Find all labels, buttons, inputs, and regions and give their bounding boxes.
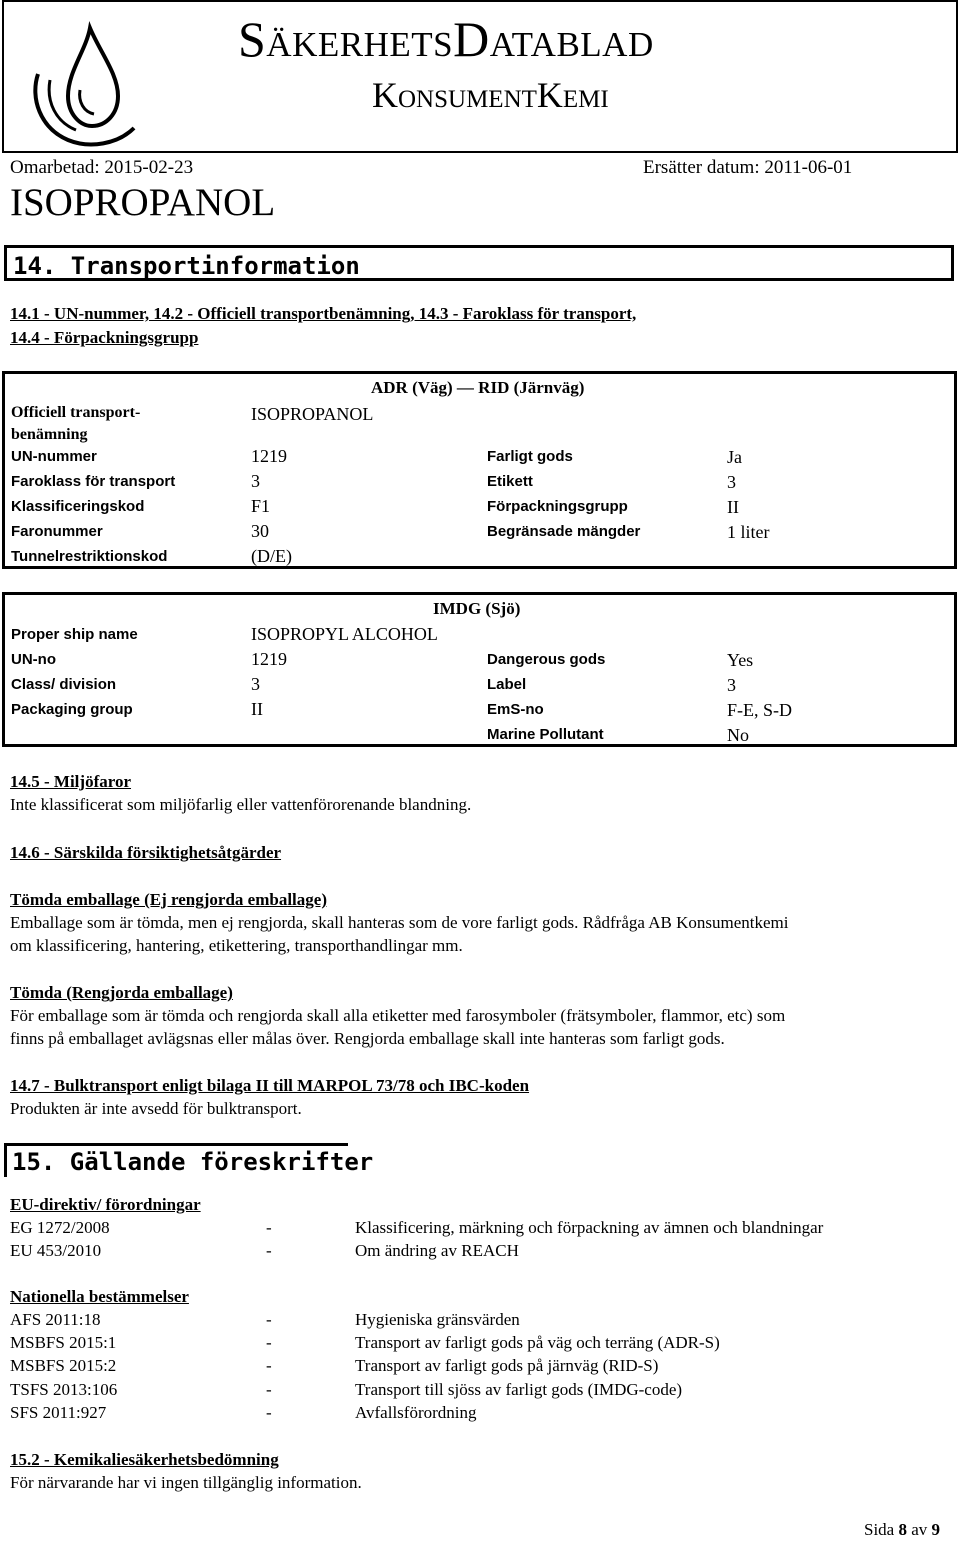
imdg-row-label: Marine Pollutant xyxy=(487,726,604,743)
imdg-row-value: 3 xyxy=(251,674,260,694)
section-15-heading: 15. Gällande föreskrifter xyxy=(12,1148,374,1176)
regulation-code: MSBFS 2015:1 xyxy=(10,1333,117,1352)
adr-row-label: Klassificeringskod xyxy=(11,498,145,515)
regulation-desc: Hygieniska gränsvärden xyxy=(355,1310,520,1329)
adr-row-label: Etikett xyxy=(487,473,533,490)
imdg-row-label: UN-no xyxy=(11,651,56,668)
imdg-row-value: No xyxy=(727,725,749,745)
regulation-code: EU 453/2010 xyxy=(10,1241,102,1260)
regulation-desc: Transport av farligt gods på järnväg (RID-S) xyxy=(355,1356,659,1375)
empty-clean-heading: Tömda (Rengjorda emballage) xyxy=(10,983,233,1002)
regulation-desc: Transport till sjöss av farligt gods (IMDG-code) xyxy=(355,1380,683,1399)
national-heading: Nationella bestämmelser xyxy=(10,1287,189,1306)
imdg-title: IMDG (Sjö) xyxy=(433,599,521,618)
document-title: SäkerhetsDatablad xyxy=(238,11,654,67)
regulation-dash: - xyxy=(266,1403,272,1422)
adr-row-value: II xyxy=(727,497,739,517)
adr-name-label-1: Officiell transport- xyxy=(11,404,141,421)
document-subtitle: KonsumentKemi xyxy=(372,75,609,115)
section-15-2-text: För närvarande har vi ingen tillgänglig information. xyxy=(10,1473,362,1492)
adr-title: ADR (Väg) — RID (Järnväg) xyxy=(371,378,585,397)
oil-drop-logo-icon xyxy=(28,10,148,150)
section-14-5-text: Inte klassificerat som miljöfarlig eller vattenförorenande blandning. xyxy=(10,795,472,814)
adr-name-value: ISOPROPANOL xyxy=(251,404,374,424)
imdg-row-value: F-E, S-D xyxy=(727,700,793,720)
section-14-7-heading: 14.7 - Bulktransport enligt bilaga II till MARPOL 73/78 och IBC-koden xyxy=(10,1076,530,1095)
product-name: ISOPROPANOL xyxy=(10,181,276,224)
imdg-row-label: Label xyxy=(487,676,527,693)
page-total: 9 xyxy=(931,1520,941,1539)
replaces-date: Ersätter datum: 2011-06-01 xyxy=(643,157,853,178)
adr-row-value: 3 xyxy=(727,472,736,492)
imdg-row-label: Packaging group xyxy=(11,701,133,718)
empty-dirty-heading: Tömda emballage (Ej rengjorda emballage) xyxy=(10,890,327,909)
adr-table xyxy=(2,371,957,569)
page-current: 8 xyxy=(898,1520,907,1539)
section-15-2-heading: 15.2 - Kemikaliesäkerhetsbedömning xyxy=(10,1450,279,1469)
page-prefix: Sida xyxy=(864,1520,895,1539)
regulation-dash: - xyxy=(266,1241,272,1260)
section-14-6-heading: 14.6 - Särskilda försiktighetsåtgärder xyxy=(10,843,282,862)
imdg-row-value: II xyxy=(251,699,263,719)
regulation-code: SFS 2011:927 xyxy=(10,1403,107,1422)
adr-row-label: Faronummer xyxy=(11,523,103,540)
adr-row-value: 1 liter xyxy=(727,522,770,542)
section-15-heading-box xyxy=(4,1143,374,1177)
adr-name-label-2: benämning xyxy=(11,426,88,443)
regulation-desc: Klassificering, märkning och förpackning av ämnen och blandningar xyxy=(355,1218,824,1237)
eu-heading: EU-direktiv/ förordningar xyxy=(10,1195,201,1214)
section-14-heading: 14. Transportinformation xyxy=(13,252,360,280)
empty-clean-text-2: finns på emballaget avlägsnas eller målas över. Rengjorda emballage skall inte hanteras som farligt gods. xyxy=(10,1029,725,1048)
adr-row-value: F1 xyxy=(251,496,271,516)
section-14-5-heading: 14.5 - Miljöfaror xyxy=(10,772,132,791)
imdg-row-label: Class/ division xyxy=(11,676,117,693)
adr-row-value: Ja xyxy=(727,447,742,467)
regulation-desc: Transport av farligt gods på väg och terräng (ADR-S) xyxy=(355,1333,720,1352)
imdg-row-label: EmS-no xyxy=(487,701,544,718)
regulation-code: AFS 2011:18 xyxy=(10,1310,101,1329)
imdg-row-label: Dangerous gods xyxy=(487,651,606,668)
regulation-dash: - xyxy=(266,1333,272,1352)
adr-row-value: (D/E) xyxy=(251,546,292,566)
section-14-subheading-1: 14.1 - UN-nummer, 14.2 - Officiell transportbenämning, 14.3 - Faroklass för transport, xyxy=(10,304,637,323)
adr-row-value: 30 xyxy=(251,521,269,541)
section-14-subheading-2: 14.4 - Förpackningsgrupp xyxy=(10,328,199,347)
imdg-row-value: 3 xyxy=(727,675,736,695)
regulation-code: EG 1272/2008 xyxy=(10,1218,110,1237)
regulation-dash: - xyxy=(266,1218,272,1237)
page-mid: av xyxy=(911,1520,928,1539)
page-number xyxy=(864,1520,940,1540)
adr-row-value: 3 xyxy=(251,471,260,491)
adr-row-label: Tunnelrestriktionskod xyxy=(11,548,168,565)
adr-row-label: Farligt gods xyxy=(487,448,573,465)
adr-row-label: Faroklass för transport xyxy=(11,473,176,490)
imdg-table xyxy=(2,592,957,747)
adr-row-label: UN-nummer xyxy=(11,448,97,465)
regulation-desc: Avfallsförordning xyxy=(355,1403,477,1422)
section-14-7-text: Produkten är inte avsedd för bulktransport. xyxy=(10,1099,302,1118)
imdg-row-label: Proper ship name xyxy=(11,626,138,643)
header-box xyxy=(2,0,958,153)
regulation-dash: - xyxy=(266,1356,272,1375)
imdg-row-value: 1219 xyxy=(251,649,287,669)
regulation-code: TSFS 2013:106 xyxy=(10,1380,118,1399)
empty-clean-text-1: För emballage som är tömda och rengjorda skall alla etiketter med farosymboler (frätsymboler, flammor, etc) som xyxy=(10,1006,786,1025)
adr-row-value: 1219 xyxy=(251,446,287,466)
regulation-desc: Om ändring av REACH xyxy=(355,1241,519,1260)
regulation-dash: - xyxy=(266,1380,272,1399)
adr-row-label: Förpackningsgrupp xyxy=(487,498,628,515)
imdg-row-value: ISOPROPYL ALCOHOL xyxy=(251,624,438,644)
imdg-row-value: Yes xyxy=(727,650,754,670)
regulation-dash: - xyxy=(266,1310,272,1329)
empty-dirty-text-1: Emballage som är tömda, men ej rengjorda, skall hanteras som de vore farligt gods. Rådfråga AB Konsumentkemi xyxy=(10,913,789,932)
adr-row-label: Begränsade mängder xyxy=(487,523,641,540)
regulation-code: MSBFS 2015:2 xyxy=(10,1356,117,1375)
empty-dirty-text-2: om klassificering, hantering, etikettering, transporthandlingar mm. xyxy=(10,936,463,955)
section-14-heading-box xyxy=(4,245,954,281)
revised-date: Omarbetad: 2015-02-23 xyxy=(10,157,194,178)
